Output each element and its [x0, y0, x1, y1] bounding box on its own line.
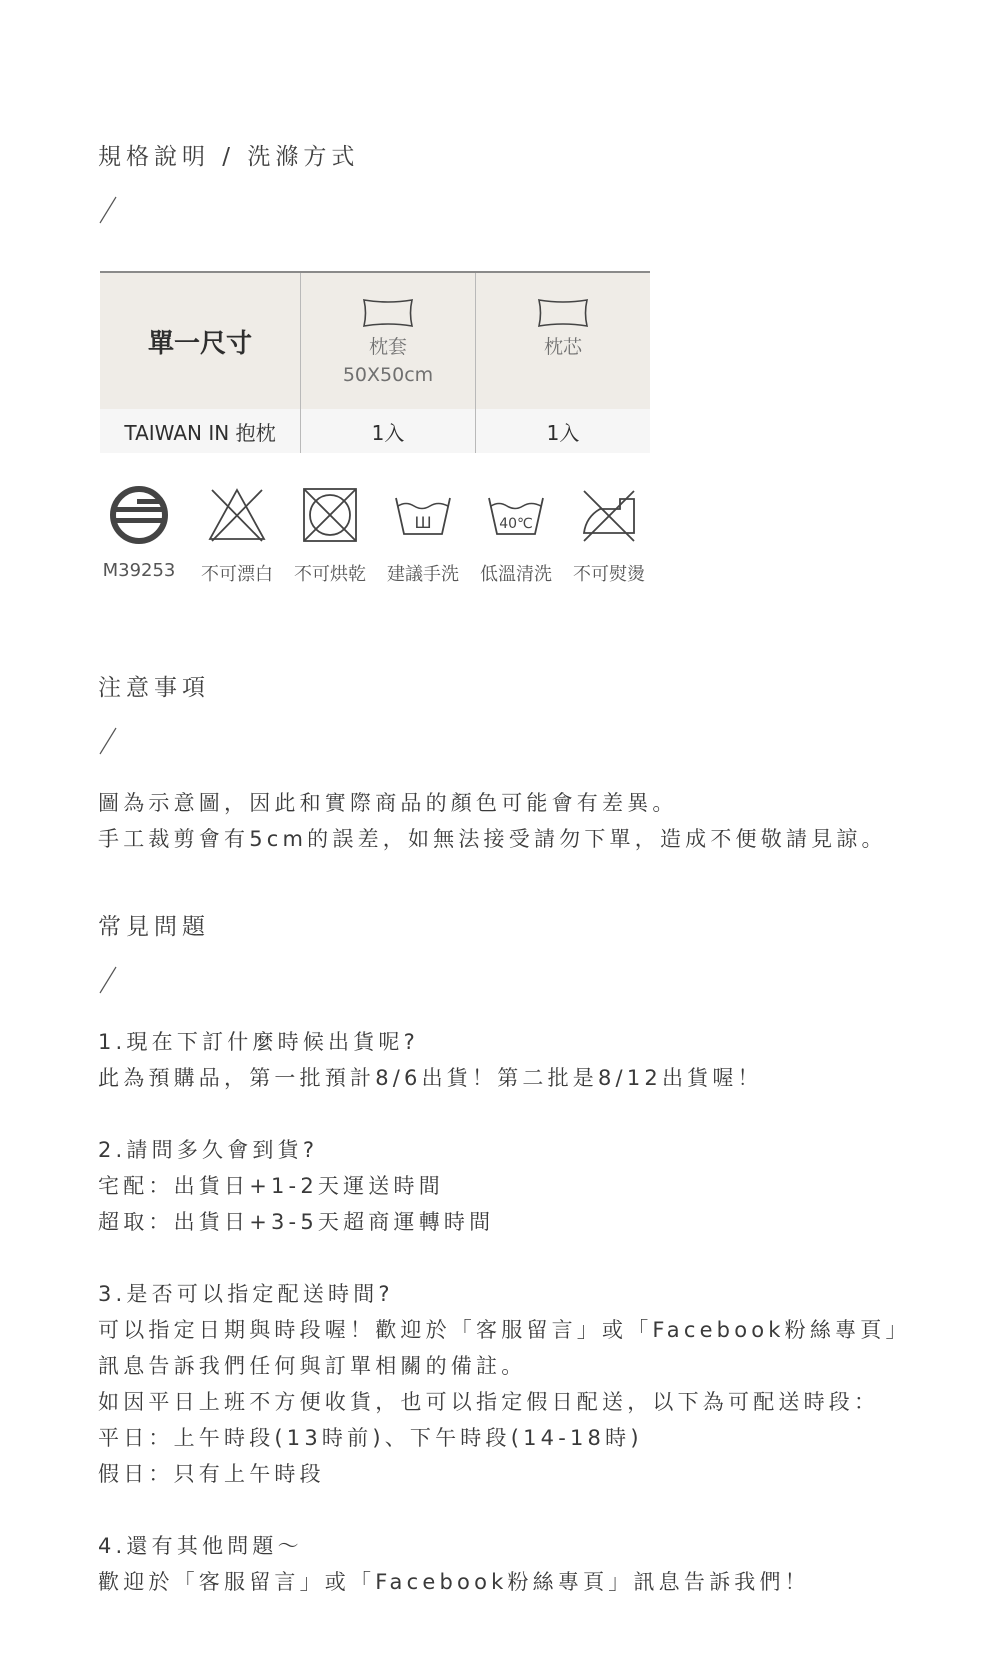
column-pillow-insert — [476, 273, 650, 409]
notice-line: 手工裁剪會有5cm的誤差，如無法接受請勿下單，造成不便敬請見諒。 — [98, 827, 887, 851]
care-item — [569, 482, 649, 586]
faq-line: 4.還有其他問題～ — [98, 1534, 303, 1558]
faq-line — [98, 1492, 911, 1528]
faq-line — [98, 1240, 911, 1276]
column-label: 枕芯 — [543, 336, 582, 358]
faq-text — [98, 1024, 911, 1600]
bsmi-mark-icon — [98, 482, 180, 548]
column-size: 50X50cm — [342, 364, 434, 386]
care-item — [290, 482, 370, 586]
faq-line: 假日：只有上午時段 — [98, 1462, 325, 1486]
row-name: TAIWAN IN 抱枕 — [124, 420, 276, 445]
care-item — [197, 482, 277, 586]
size-header: 單一尺寸 — [147, 328, 252, 359]
care-label: M39253 — [102, 560, 176, 581]
faq-line: 宅配：出貨日+1-2天運送時間 — [98, 1174, 444, 1198]
no-tumble-dry-icon — [290, 482, 370, 548]
slash-divider — [98, 196, 120, 224]
spec-section-title: 規格說明 / 洗滌方式 — [98, 144, 360, 170]
care-item — [476, 482, 556, 586]
faq-line — [98, 1096, 911, 1132]
hand-wash-icon — [383, 482, 463, 548]
faq-section-title: 常見問題 — [98, 914, 210, 940]
svg-text:40℃: 40℃ — [499, 516, 533, 532]
slash-divider — [98, 966, 120, 994]
faq-line: 此為預購品，第一批預計8/6出貨！第二批是8/12出貨喔！ — [98, 1066, 763, 1090]
notice-section-title: 注意事項 — [98, 675, 210, 701]
faq-line: 可以指定日期與時段喔！歡迎於「客服留言」或「Facebook粉絲專頁」 — [98, 1318, 911, 1342]
faq-line: 1.現在下訂什麼時候出貨呢? — [98, 1030, 419, 1054]
slash-divider — [98, 727, 120, 755]
svg-text:Ш: Ш — [414, 513, 432, 532]
care-item — [98, 482, 180, 581]
care-label: 建議手洗 — [387, 564, 459, 585]
faq-line: 超取：出貨日+3-5天超商運轉時間 — [98, 1210, 495, 1234]
faq-line: 3.是否可以指定配送時間? — [98, 1282, 394, 1306]
no-iron-icon — [569, 482, 649, 548]
care-label: 不可漂白 — [201, 564, 273, 585]
notice-text — [98, 785, 887, 857]
faq-line: 2.請問多久會到貨? — [98, 1138, 319, 1162]
care-label: 不可熨燙 — [573, 564, 645, 585]
pillow-icon — [536, 297, 590, 333]
notice-line: 圖為示意圖，因此和實際商品的顏色可能會有差異。 — [98, 791, 678, 815]
care-label: 低溫清洗 — [480, 564, 552, 585]
pillow-icon — [361, 297, 415, 333]
faq-line: 訊息告訴我們任何與訂單相關的備註。 — [98, 1354, 527, 1378]
wash-40c-icon — [476, 482, 556, 548]
column-pillowcase — [301, 273, 475, 409]
faq-line: 平日：上午時段(13時前)、下午時段(14-18時) — [98, 1426, 643, 1450]
care-label: 不可烘乾 — [294, 564, 366, 585]
care-item — [383, 482, 463, 586]
row-value: 1入 — [546, 420, 580, 445]
faq-line: 如因平日上班不方便收貨，也可以指定假日配送，以下為可配送時段： — [98, 1390, 880, 1414]
row-value: 1入 — [371, 420, 405, 445]
column-label: 枕套 — [368, 336, 407, 358]
faq-line: 歡迎於「客服留言」或「Facebook粉絲專頁」訊息告訴我們！ — [98, 1570, 810, 1594]
no-bleach-icon — [197, 482, 277, 548]
spec-table — [100, 271, 650, 453]
